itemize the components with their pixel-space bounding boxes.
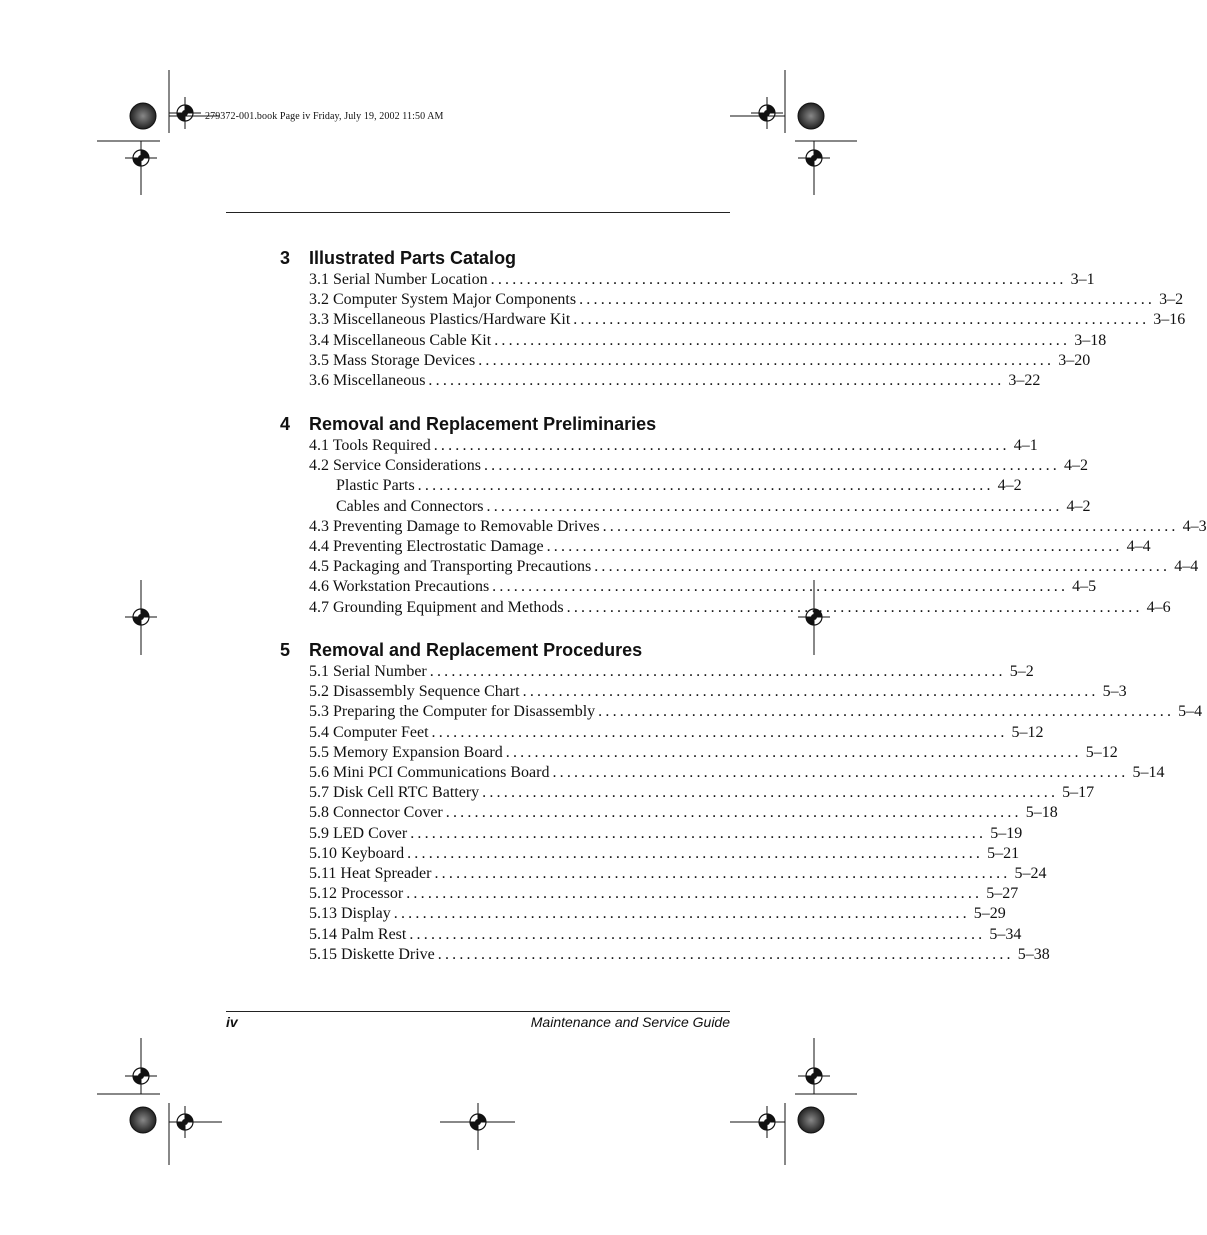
dot-leader: ................................................................................ bbox=[431, 723, 1008, 741]
entry-label: 5.15 Diskette Drive bbox=[309, 945, 435, 963]
entry-page-number: 3–22 bbox=[1008, 372, 1041, 389]
entry-label: 5.1 Serial Number bbox=[309, 663, 427, 680]
entry-page-number: 3–16 bbox=[1153, 311, 1186, 329]
entry-label: 5.11 Heat Spreader bbox=[309, 865, 432, 882]
toc-subentry[interactable] bbox=[336, 476, 1022, 496]
dot-leader: ................................................................................ bbox=[522, 683, 1099, 701]
toc-entry[interactable] bbox=[309, 803, 1058, 823]
toc-entry[interactable] bbox=[309, 456, 1088, 476]
entry-label: 5.12 Processor bbox=[309, 885, 404, 903]
footer-rule bbox=[226, 1011, 730, 1012]
toc-entry[interactable] bbox=[309, 598, 1171, 618]
entry-label: 3.3 Miscellaneous Plastics/Hardware Kit bbox=[309, 311, 571, 329]
dot-leader: ................................................................................ bbox=[437, 945, 1014, 963]
dot-leader: ................................................................................ bbox=[407, 844, 984, 862]
entry-page-number: 5–18 bbox=[1025, 804, 1058, 822]
chapter-title[interactable]: Removal and Replacement Preliminaries bbox=[309, 414, 657, 434]
header-rule bbox=[226, 212, 730, 213]
entry-label: 5.6 Mini PCI Communications Board bbox=[309, 764, 550, 781]
dot-leader: ................................................................................ bbox=[445, 804, 1022, 822]
toc-entry[interactable] bbox=[309, 783, 1095, 803]
toc-entry[interactable] bbox=[309, 537, 1151, 557]
entry-label: 3.4 Miscellaneous Cable Kit bbox=[309, 331, 492, 349]
print-slug: 279372-001.book Page iv Friday, July 19, 2002 11:50 AM bbox=[205, 111, 444, 122]
entry-page-number: 5–21 bbox=[987, 844, 1020, 862]
entry-label: 5.2 Disassembly Sequence Chart bbox=[309, 683, 520, 701]
entry-page-number: 4–5 bbox=[1072, 578, 1097, 596]
dot-leader: ................................................................................ bbox=[393, 905, 970, 923]
entry-page-number: 5–12 bbox=[1011, 723, 1044, 741]
entry-label: 5.3 Preparing the Computer for Disassembly bbox=[309, 703, 596, 721]
entry-label: 4.3 Preventing Damage to Removable Drives bbox=[309, 517, 600, 535]
entry-label: 5.9 LED Cover bbox=[309, 824, 408, 842]
entry-page-number: 4–3 bbox=[1182, 517, 1207, 535]
toc-entry[interactable] bbox=[309, 310, 1186, 330]
entry-page-number: 3–1 bbox=[1070, 271, 1095, 288]
toc-entry[interactable] bbox=[309, 702, 1203, 722]
entry-label: 3.1 Serial Number Location bbox=[309, 271, 488, 288]
entry-label: 5.4 Computer Feet bbox=[309, 723, 429, 741]
dot-leader: ................................................................................ bbox=[486, 497, 1063, 515]
footer-page-number: iv bbox=[226, 1014, 238, 1030]
entry-page-number: 4–6 bbox=[1146, 598, 1171, 616]
dot-leader: ................................................................................ bbox=[478, 351, 1055, 369]
entry-page-number: 5–17 bbox=[1062, 784, 1095, 802]
dot-leader: ................................................................................ bbox=[573, 311, 1150, 329]
dot-leader: ................................................................................ bbox=[602, 517, 1179, 535]
entry-page-number: 5–4 bbox=[1178, 703, 1203, 721]
entry-page-number: 4–2 bbox=[1063, 457, 1088, 475]
chapter-title[interactable]: Removal and Replacement Procedures bbox=[309, 640, 643, 660]
toc-entry[interactable] bbox=[309, 436, 1038, 456]
chapter-number: 4 bbox=[280, 414, 291, 434]
toc-entry[interactable] bbox=[309, 351, 1091, 371]
entry-page-number: 5–2 bbox=[1009, 663, 1034, 680]
toc-entry[interactable] bbox=[309, 331, 1107, 351]
entry-label: 5.7 Disk Cell RTC Battery bbox=[309, 784, 480, 802]
entry-label: 5.8 Connector Cover bbox=[309, 804, 443, 822]
entry-label: 4.2 Service Considerations bbox=[309, 457, 481, 475]
dot-leader: ................................................................................ bbox=[494, 331, 1071, 349]
entry-page-number: 3–20 bbox=[1058, 351, 1091, 369]
toc-entry[interactable] bbox=[309, 662, 1034, 682]
dot-leader: ................................................................................ bbox=[482, 784, 1059, 802]
entry-label: 5.10 Keyboard bbox=[309, 844, 405, 862]
chapter-title[interactable]: Illustrated Parts Catalog bbox=[309, 248, 517, 268]
entry-page-number: 4–1 bbox=[1013, 437, 1038, 454]
toc-entry[interactable] bbox=[309, 844, 1020, 864]
dot-leader: ................................................................................ bbox=[579, 291, 1156, 309]
entry-page-number: 5–38 bbox=[1017, 945, 1050, 963]
toc-entry[interactable] bbox=[309, 682, 1127, 702]
toc-entry[interactable] bbox=[309, 925, 1022, 945]
dot-leader: ................................................................................ bbox=[417, 477, 994, 495]
dot-leader: ................................................................................ bbox=[598, 703, 1175, 721]
chapter-number: 5 bbox=[280, 640, 291, 660]
entry-page-number: 3–18 bbox=[1074, 331, 1107, 349]
entry-page-number: 3–2 bbox=[1159, 291, 1184, 309]
toc-entry[interactable] bbox=[309, 517, 1207, 537]
entry-label: 4.1 Tools Required bbox=[309, 437, 431, 454]
entry-label: 4.6 Workstation Precautions bbox=[309, 578, 490, 596]
entry-page-number: 5–24 bbox=[1014, 865, 1047, 882]
dot-leader: ................................................................................ bbox=[406, 885, 983, 903]
entry-label: 3.6 Miscellaneous bbox=[309, 372, 426, 389]
entry-page-number: 5–29 bbox=[973, 905, 1006, 923]
entry-label: 4.4 Preventing Electrostatic Damage bbox=[309, 538, 544, 555]
chapter-number: 3 bbox=[280, 248, 291, 268]
entry-label: 5.5 Memory Expansion Board bbox=[309, 743, 503, 761]
entry-label: 3.2 Computer System Major Components bbox=[309, 291, 577, 309]
dot-leader: ................................................................................ bbox=[428, 372, 1005, 389]
toc-entry[interactable] bbox=[309, 864, 1047, 884]
toc-entry[interactable] bbox=[309, 945, 1050, 965]
dot-leader: ................................................................................ bbox=[434, 865, 1011, 882]
dot-leader: ................................................................................ bbox=[433, 437, 1010, 454]
toc-entry[interactable] bbox=[309, 577, 1097, 597]
entry-page-number: 5–14 bbox=[1132, 764, 1165, 781]
dot-leader: ................................................................................ bbox=[505, 743, 1082, 761]
entry-label: Cables and Connectors bbox=[336, 497, 484, 515]
entry-label: 4.7 Grounding Equipment and Methods bbox=[309, 598, 564, 616]
dot-leader: ................................................................................ bbox=[409, 925, 986, 943]
dot-leader: ................................................................................ bbox=[546, 538, 1123, 555]
toc-entry[interactable] bbox=[309, 743, 1118, 763]
dot-leader: ................................................................................ bbox=[483, 457, 1060, 475]
entry-page-number: 4–2 bbox=[997, 477, 1022, 495]
dot-leader: ................................................................................ bbox=[594, 558, 1171, 576]
entry-label: 3.5 Mass Storage Devices bbox=[309, 351, 476, 369]
entry-page-number: 5–19 bbox=[990, 824, 1023, 842]
entry-page-number: 4–4 bbox=[1126, 538, 1151, 555]
toc-entry[interactable] bbox=[309, 270, 1095, 290]
dot-leader: ................................................................................ bbox=[490, 271, 1067, 288]
toc-entry[interactable] bbox=[309, 904, 1006, 924]
entry-page-number: 5–3 bbox=[1102, 683, 1127, 701]
dot-leader: ................................................................................ bbox=[492, 578, 1069, 596]
toc-subentry[interactable] bbox=[336, 497, 1091, 517]
entry-label: 5.14 Palm Rest bbox=[309, 925, 407, 943]
toc-entry[interactable] bbox=[309, 824, 1023, 844]
dot-leader: ................................................................................ bbox=[552, 764, 1129, 781]
toc-entry[interactable] bbox=[309, 290, 1184, 310]
toc-entry[interactable] bbox=[309, 723, 1044, 743]
entry-label: Plastic Parts bbox=[336, 477, 415, 495]
footer-guide-title: Maintenance and Service Guide bbox=[530, 1014, 730, 1030]
dot-leader: ................................................................................ bbox=[410, 824, 987, 842]
toc-entry[interactable] bbox=[309, 763, 1165, 783]
entry-page-number: 5–12 bbox=[1085, 743, 1118, 761]
dot-leader: ................................................................................ bbox=[429, 663, 1006, 680]
entry-label: 5.13 Display bbox=[309, 905, 391, 923]
entry-page-number: 4–2 bbox=[1066, 497, 1091, 515]
entry-label: 4.5 Packaging and Transporting Precautions bbox=[309, 558, 592, 576]
entry-page-number: 5–34 bbox=[989, 925, 1022, 943]
toc-entry[interactable] bbox=[309, 884, 1019, 904]
dot-leader: ................................................................................ bbox=[566, 598, 1143, 616]
toc-entry[interactable] bbox=[309, 371, 1041, 391]
entry-page-number: 5–27 bbox=[986, 885, 1019, 903]
toc-entry[interactable] bbox=[309, 557, 1199, 577]
entry-page-number: 4–4 bbox=[1174, 558, 1199, 576]
